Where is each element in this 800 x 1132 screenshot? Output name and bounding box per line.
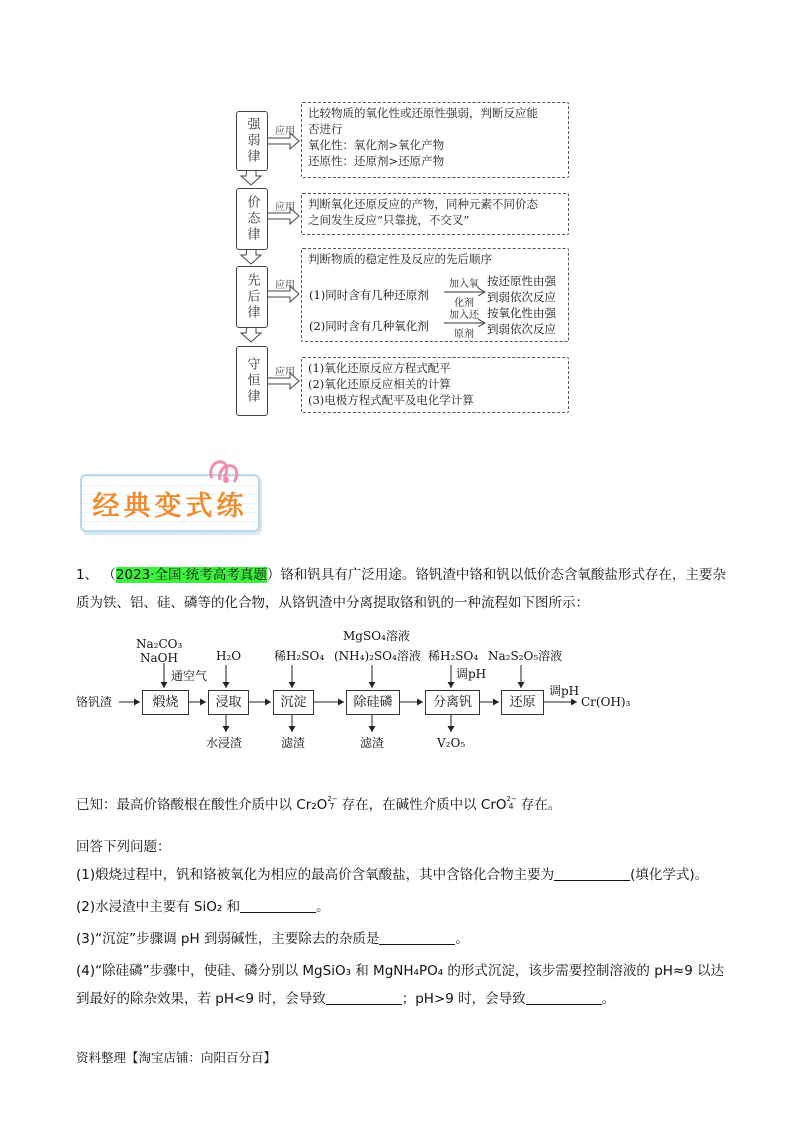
subscript: 4 bbox=[508, 802, 514, 811]
reagent-label: 调pH bbox=[456, 667, 487, 681]
note-line: (2)氧化还原反应相关的计算 bbox=[308, 377, 451, 391]
question-text: (2)水浸渣中主要有 SiO₂ 和 bbox=[76, 899, 241, 915]
superscript: 2− bbox=[506, 795, 517, 803]
note-line: 还原性：还原剂>还原产物 bbox=[308, 154, 445, 168]
paren: （ bbox=[102, 567, 116, 583]
subscript: 7 bbox=[329, 802, 335, 811]
known-text: 存在。 bbox=[516, 797, 562, 813]
reagent-label: 稀H₂SO₄ bbox=[274, 649, 325, 663]
outlet-label: V₂O₅ bbox=[437, 736, 466, 750]
outlet-label: 滤渣 bbox=[360, 736, 385, 750]
answer-blank[interactable] bbox=[326, 988, 402, 1005]
intro-text: ）铬和钒具有广泛用途。铬钒渣中铬和钒以低价态含氧酸盐形式存在，主要杂质为铁、铝、硅、磷等的化合物，从铬钒渣中分离提取铬和钒的一种流程如下图所示： bbox=[76, 567, 726, 611]
source-tag: 2023·全国·统考高考真题 bbox=[115, 567, 267, 583]
condition-bottom: 化剂 bbox=[454, 298, 474, 309]
result-line: 按还原性由强 bbox=[487, 274, 556, 288]
answer-prompt: 回答下列问题： bbox=[76, 839, 171, 855]
banner-title: 经典变式练 bbox=[92, 491, 248, 522]
note-line: 氧化性：氧化剂>氧化产物 bbox=[308, 138, 445, 152]
question-4 bbox=[76, 957, 728, 1013]
outlet-label: 滤渣 bbox=[281, 736, 306, 750]
reagent-label: 稀H₂SO₄ bbox=[428, 649, 479, 663]
step-calcine: 煅烧 bbox=[142, 690, 189, 715]
question-number: 1、 bbox=[76, 567, 99, 583]
question-text: 。 bbox=[455, 931, 469, 947]
question-text: (1)煅烧过程中，钒和铬被氧化为相应的最高价含氧酸盐，其中含铬化合物主要为 bbox=[76, 867, 555, 883]
law-conservation: 守恒律 bbox=[236, 346, 268, 416]
question-3 bbox=[76, 925, 728, 953]
step-separate-v: 分离钒 bbox=[425, 690, 480, 715]
answer-blank[interactable] bbox=[554, 864, 630, 881]
condition-top: 加入还 bbox=[449, 310, 479, 321]
order-case-2: (2)同时含有几种氧化剂 bbox=[309, 319, 429, 333]
question-1 bbox=[76, 861, 728, 889]
note-line: (3)电极方程式配平及电化学计算 bbox=[308, 393, 474, 407]
question-text: ；pH>9 时，会导致 bbox=[401, 991, 526, 1007]
reagent-label: H₂O bbox=[216, 649, 242, 663]
step-leach: 浸取 bbox=[208, 690, 249, 715]
reagent-label: MgSO₄溶液 bbox=[343, 629, 410, 643]
outlet-label: 水浸渣 bbox=[206, 736, 243, 750]
answer-blank[interactable] bbox=[379, 928, 455, 945]
superscript: 2− bbox=[327, 795, 338, 803]
reagent-label: Na₂S₂O₅溶液 bbox=[488, 649, 563, 663]
law-valence: 价态律 bbox=[236, 188, 268, 250]
step-remove-si-p: 除硅磷 bbox=[346, 690, 400, 715]
question-text: (4)“除硅磷”步骤中，使硅、磷分别以 MgSiO₃ 和 MgNH₄PO₄ 的形式沉淀，该步需要控制溶液的 pH≈9 以达到最好的除杂效果，若 pH<9 时，会导致 bbox=[76, 963, 725, 1007]
question-2 bbox=[76, 893, 728, 921]
answer-blank[interactable] bbox=[526, 988, 602, 1005]
answer-blank[interactable] bbox=[240, 896, 316, 913]
order-case-1: (1)同时含有几种还原剂 bbox=[309, 288, 429, 302]
reagent-label: 通空气 bbox=[171, 669, 208, 683]
note-line: 之间发生反应“只靠拢，不交叉” bbox=[308, 213, 470, 227]
note-line: 判断物质的稳定性及反应的先后顺序 bbox=[308, 252, 492, 266]
footer-credit: 资料整理【淘宝店铺：向阳百分百】 bbox=[76, 1050, 277, 1065]
law-strength: 强弱律 bbox=[236, 111, 268, 171]
known-text: 存在，在碱性介质中以 CrO bbox=[337, 797, 507, 813]
known-statement bbox=[76, 791, 728, 819]
reagent-label: (NH₄)₂SO₄溶液 bbox=[334, 649, 421, 663]
question-text: (3)“沉淀”步骤调 pH 到弱碱性，主要除去的杂质是 bbox=[76, 931, 380, 947]
reagent-label: NaOH bbox=[140, 651, 178, 665]
reagent-label: Na₂CO₃ bbox=[136, 637, 183, 651]
apply-label: 应用 bbox=[275, 126, 295, 137]
result-line: 到弱依次反应 bbox=[487, 290, 556, 304]
note-line: 否进行 bbox=[308, 122, 343, 136]
flow-product: Cr(OH)₃ bbox=[581, 695, 631, 709]
apply-label: 应用 bbox=[275, 367, 295, 378]
question-text: 。 bbox=[601, 991, 616, 1007]
condition-bottom: 原剂 bbox=[454, 329, 474, 340]
reagent-label: 调pH bbox=[549, 684, 580, 698]
note-line: (1)氧化还原反应方程式配平 bbox=[308, 361, 451, 375]
result-line: 按氧化性由强 bbox=[487, 306, 556, 320]
law-order: 先后律 bbox=[236, 266, 268, 328]
note-line: 比较物质的氧化性或还原性强弱，判断反应能 bbox=[308, 106, 538, 120]
step-precipitate: 沉淀 bbox=[273, 690, 314, 715]
condition-top: 加入氧 bbox=[449, 279, 479, 290]
step-reduce: 还原 bbox=[501, 690, 544, 715]
flow-start: 铬钒渣 bbox=[76, 695, 113, 709]
result-line: 到弱依次反应 bbox=[487, 322, 556, 336]
question-text: (填化学式)。 bbox=[630, 867, 709, 883]
apply-label: 应用 bbox=[275, 202, 295, 213]
apply-label: 应用 bbox=[275, 280, 295, 291]
known-text: 已知：最高价铬酸根在酸性介质中以 Cr₂O bbox=[76, 797, 328, 813]
note-line: 判断氧化还原反应的产物，同种元素不同价态 bbox=[308, 197, 538, 211]
question-text: 。 bbox=[316, 899, 330, 915]
